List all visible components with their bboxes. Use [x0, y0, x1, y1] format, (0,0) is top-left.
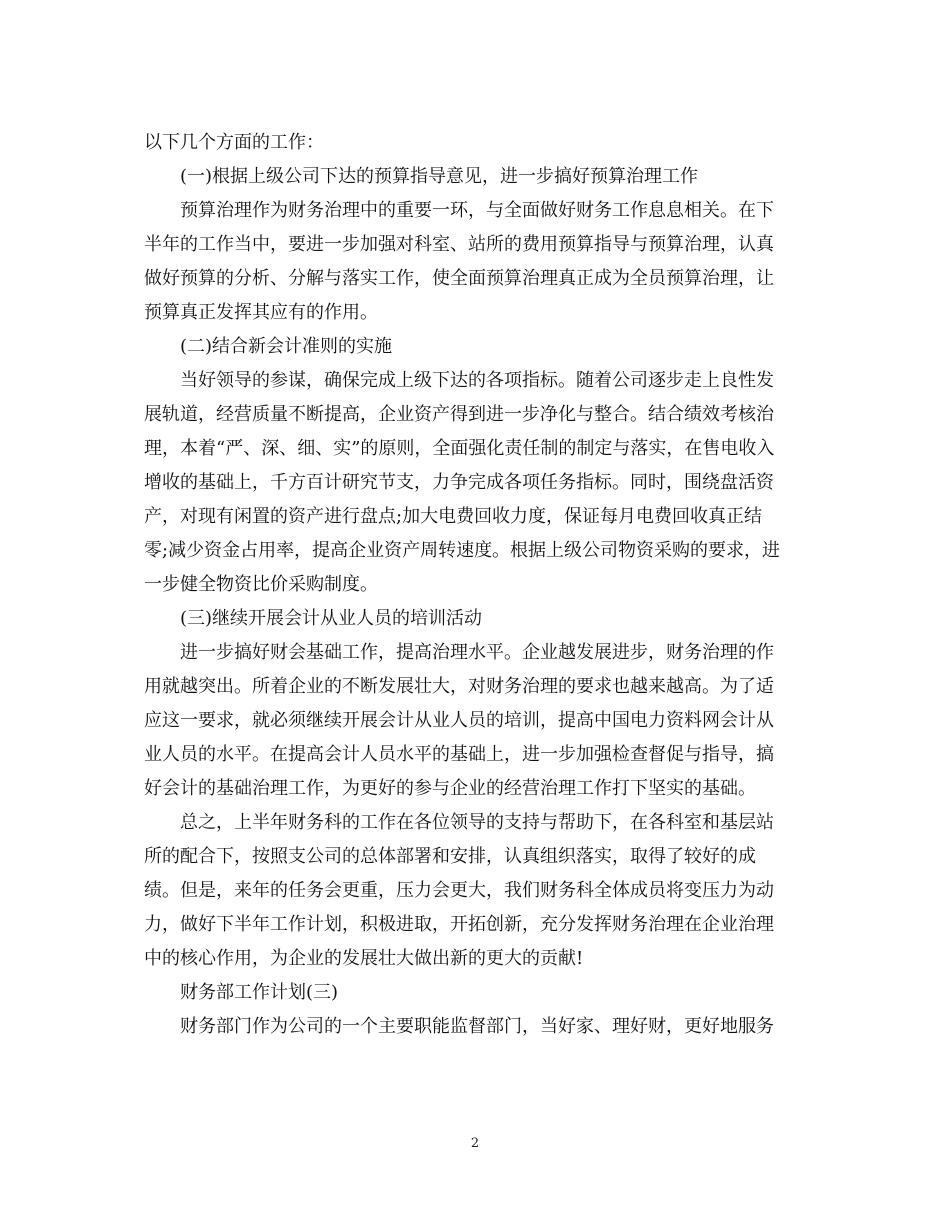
- text-line: 当好领导的参谋，确保完成上级下达的各项指标。随着公司逐步走上良性发: [180, 370, 774, 391]
- text-line: 一步健全物资比价采购制度。: [144, 574, 378, 595]
- text-line: 用就越突出。所着企业的不断发展壮大，对财务治理的要求也越来越高。为了适: [144, 676, 774, 697]
- text-line: 所的配合下，按照支公司的总体部署和安排，认真组织落实，取得了较好的成: [144, 846, 756, 867]
- text-line: (二)结合新会计准则的实施: [180, 336, 393, 357]
- text-line: 产，对现有闲置的资产进行盘点;加大电费回收力度，保证每月电费回收真正结: [144, 506, 763, 527]
- text-line: 财务部门作为公司的一个主要职能监督部门，当好家、理好财，更好地服务: [180, 1016, 774, 1037]
- text-line: 半年的工作当中，要进一步加强对科室、站所的费用预算指导与预算治理，认真: [144, 234, 774, 255]
- text-line: (三)继续开展会计从业人员的培训活动: [180, 608, 483, 629]
- page-number: 2: [470, 1136, 480, 1151]
- text-line: (一)根据上级公司下达的预算指导意见，进一步搞好预算治理工作: [180, 166, 699, 187]
- text-line: 以下几个方面的工作：: [144, 132, 324, 153]
- text-line: 绩。但是，来年的任务会更重，压力会更大，我们财务科全体成员将变压力为动: [144, 880, 774, 901]
- text-line: 业人员的水平。在提高会计人员水平的基础上，进一步加强检查督促与指导，搞: [144, 744, 774, 765]
- text-line: 好会计的基础治理工作，为更好的参与企业的经营治理工作打下坚实的基础。: [144, 778, 756, 799]
- document-body: [144, 126, 814, 1044]
- text-line: 财务部工作计划(三): [180, 982, 339, 1003]
- text-line: 应这一要求，就必须继续开展会计从业人员的培训，提高中国电力资料网会计从: [144, 710, 774, 731]
- text-line: 理，本着“严、深、细、实”的原则，全面强化责任制的制定与落实，在售电收入: [144, 438, 775, 459]
- text-line: 预算真正发挥其应有的作用。: [144, 302, 378, 323]
- text-line: 预算治理作为财务治理中的重要一环，与全面做好财务工作息息相关。在下: [180, 200, 774, 221]
- text-line: 做好预算的分析、分解与落实工作，使全面预算治理真正成为全员预算治理，让: [144, 268, 774, 289]
- text-line: 力，做好下半年工作计划，积极进取，开拓创新，充分发挥财务治理在企业治理: [144, 914, 774, 935]
- text-line: 零;减少资金占用率，提高企业资产周转速度。根据上级公司物资采购的要求，进: [144, 540, 781, 561]
- text-line: 进一步搞好财会基础工作，提高治理水平。企业越发展进步，财务治理的作: [180, 642, 774, 663]
- text-line: 增收的基础上，千方百计研究节支，力争完成各项任务指标。同时，围绕盘活资: [144, 472, 774, 493]
- text-line: 中的核心作用，为企业的发展壮大做出新的更大的贡献!: [144, 948, 584, 969]
- text-line: 展轨道，经营质量不断提高，企业资产得到进一步净化与整合。结合绩效考核治: [144, 404, 774, 425]
- text-line: 总之，上半年财务科的工作在各位领导的支持与帮助下，在各科室和基层站: [180, 812, 774, 833]
